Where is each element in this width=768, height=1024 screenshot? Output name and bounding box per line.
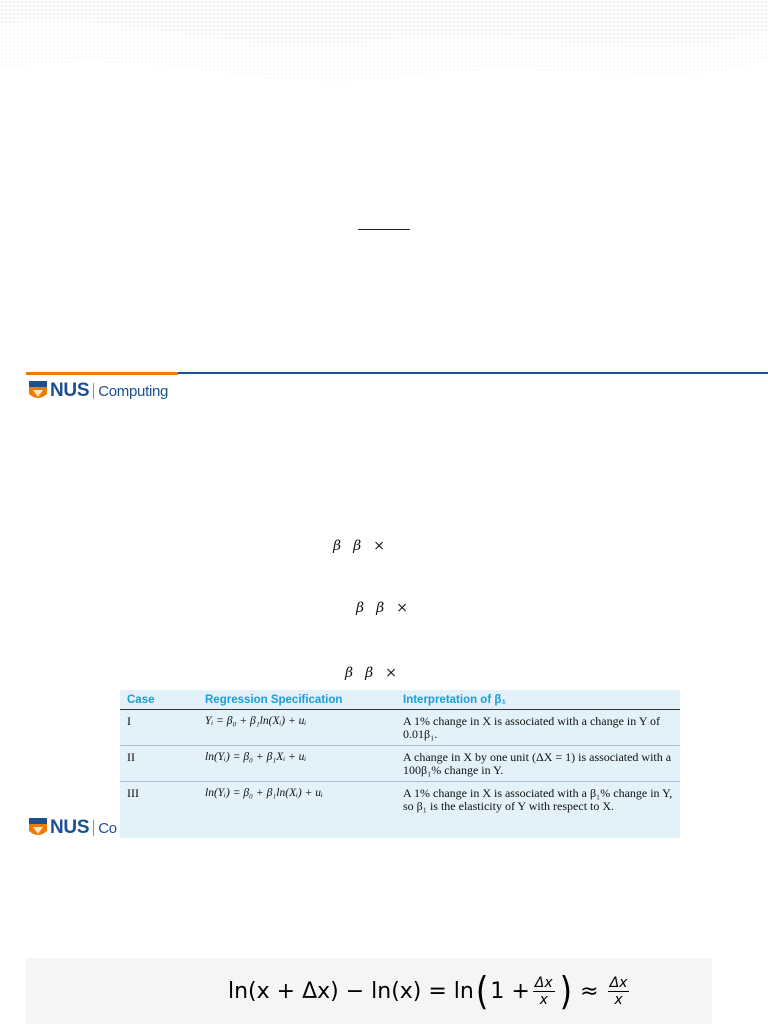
fraction-1: $\frac{\Delta x}{x}$ xyxy=(534,974,553,1008)
cell-spec: ln(Yᵢ) = β₀ + β₁ln(Xᵢ) + uᵢ xyxy=(205,787,323,799)
cell-spec: Yᵢ = β₀ + β₁ln(Xᵢ) + uᵢ xyxy=(198,710,396,746)
dotted-wave-decoration xyxy=(0,0,768,110)
table-row xyxy=(120,710,680,746)
regression-table xyxy=(120,690,680,838)
formula-left: ln(x + Δx) − ln(x) = ln xyxy=(228,978,474,1004)
header-divider-accent xyxy=(26,372,178,375)
cell-interp: A change in X by one unit (ΔX = 1) is associated with a 100β₁% change in Y. xyxy=(396,746,680,782)
brand-name: NUS xyxy=(50,380,90,401)
formula-fragment-2: β β × xyxy=(356,600,408,616)
nus-computing-logo-lower xyxy=(28,817,117,839)
close-paren: ) xyxy=(559,968,573,1014)
open-paren: ( xyxy=(475,968,489,1014)
fraction-bar xyxy=(358,229,410,230)
formula-one-plus: 1 + xyxy=(490,978,530,1004)
brand-separator xyxy=(93,383,94,399)
cell-interp: A 1% change in X is associated with a β₁% change in Y, so β₁ is the elasticity of Y with respect to X. xyxy=(403,786,673,813)
cell-case: II xyxy=(120,746,198,782)
log-approximation-formula xyxy=(228,968,632,1014)
header-case: Case xyxy=(120,690,198,710)
brand-subtitle-truncated: Co xyxy=(98,819,117,837)
table-row xyxy=(120,746,680,782)
fraction-2: $\frac{\Delta x}{x}$ xyxy=(609,974,628,1008)
nus-computing-logo xyxy=(28,380,168,402)
cell-spec: ln(Yᵢ) = β₀ + β₁Xᵢ + uᵢ xyxy=(198,746,396,782)
table-row xyxy=(120,782,680,818)
table-header-row xyxy=(120,690,680,710)
approx-symbol: ≈ xyxy=(580,978,599,1004)
nus-crest-icon xyxy=(28,380,48,402)
header-interp: Interpretation of β₁ xyxy=(396,690,680,710)
cell-case: III xyxy=(127,786,139,800)
brand-subtitle: Computing xyxy=(98,382,169,400)
brand-separator xyxy=(93,820,94,836)
brand-name: NUS xyxy=(50,817,90,838)
cell-interp: A 1% change in X is associated with a change in Y of 0.01β₁. xyxy=(396,710,680,746)
formula-fragment-3: β β × xyxy=(345,665,397,681)
nus-crest-icon xyxy=(28,817,48,839)
header-spec: Regression Specification xyxy=(198,690,396,710)
cell-case: I xyxy=(120,710,198,746)
formula-fragment-1: β β × xyxy=(333,538,385,554)
